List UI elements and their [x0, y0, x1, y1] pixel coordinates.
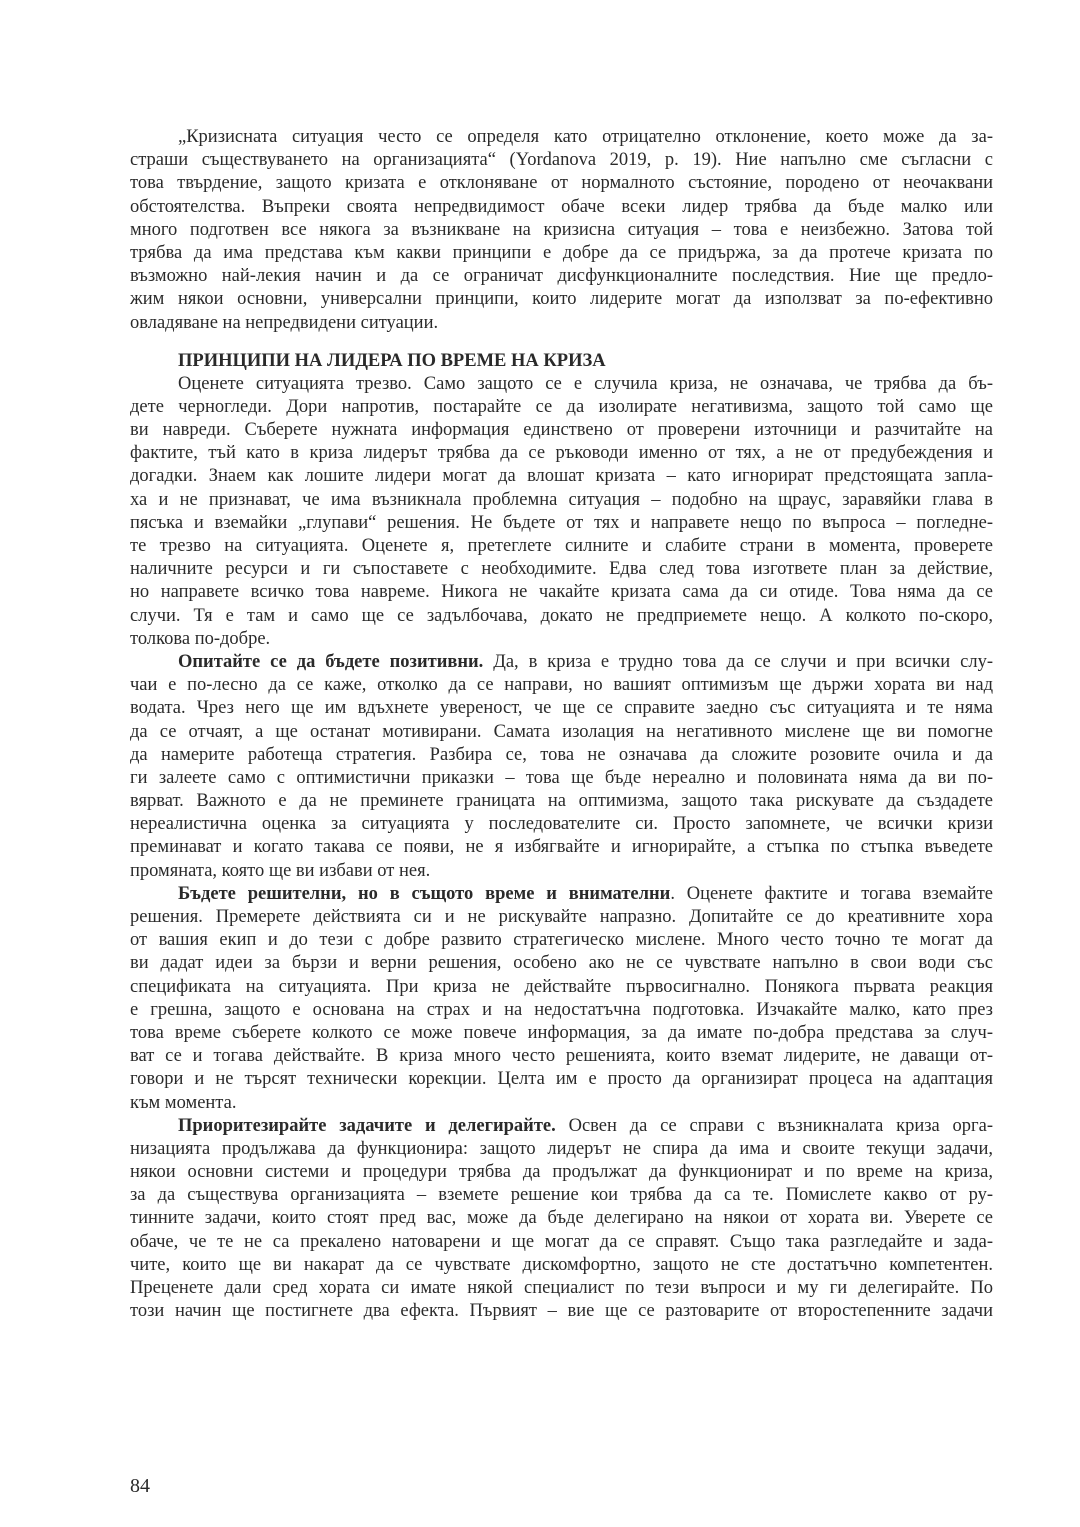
- text-line: дете черногледи. Дори напротив, постарайте се да изолирате негативизма, защото той само ще: [130, 396, 993, 417]
- paragraph-prioritize: [130, 1115, 993, 1324]
- text-line: трябва да има представа към какви принципи е добре да се придържа, за да протече кризата по: [130, 242, 993, 263]
- bold-lead: Приоритезирайте задачите и делегирайте.: [178, 1115, 556, 1136]
- text-line: обстоятелства. Въпреки своята непредвидимост обаче всеки лидер трябва да бъде малко или: [130, 196, 993, 217]
- text-line: преминават и когато такава се появи, не я избягвайте и игнорирайте, а стъпка по стъпка въведете: [130, 837, 993, 858]
- text-line: за да съществува организацията – вземете решение кои трябва да са те. Помислете какво от ру-: [130, 1185, 993, 1206]
- text-line: към момента.: [130, 1092, 237, 1113]
- text-line: Опитайте се да бъдете позитивни. Да, в криза е трудно това да се случи и при всички слу-: [178, 651, 993, 672]
- text-line: спецификата на ситуацията. При криза не действайте първосигнално. Понякога първата реакция: [130, 976, 993, 997]
- section-heading: ПРИНЦИПИ НА ЛИДЕРА ПО ВРЕМЕ НА КРИЗА: [178, 350, 606, 371]
- text-line: Преценете дали сред хората си имате някой специалист по тези въпроси и му ги делегирайте. По: [130, 1278, 993, 1298]
- text-line: говори и не търсят технически корекции. Целта им е просто да организират процеса на адаптация: [130, 1069, 993, 1090]
- text-line: низацията продължава да функционира: защото лидерът не спира да има и своите текущи задачи,: [130, 1138, 993, 1159]
- text-line: страши съществуването на организацията“ (Yordanova 2019, p. 19). Ние напълно сме съгласни с: [130, 150, 993, 171]
- page-number: 84: [130, 1475, 150, 1497]
- text-line: жим някои основни, универсални принципи, които лидерите могат да използват за по-ефективно: [130, 289, 993, 310]
- bold-lead: Опитайте се да бъдете позитивни.: [178, 651, 484, 672]
- text-line: Оценете ситуацията трезво. Само защото се е случила криза, не означава, че трябва да бъ-: [178, 373, 993, 394]
- text-line: да се отчаят, а ще останат мотивирани. Самата изолация на негативното мислене ще ви помогне: [130, 721, 993, 742]
- text-line: но направете всичко това навреме. Никога не чакайте кризата сама да си отиде. Това няма да се: [130, 582, 993, 603]
- text-line: толкова по-добре.: [130, 628, 271, 649]
- text-line: това време съберете колкото се може повече информация, за да имате по-добра представа за случ-: [130, 1022, 993, 1043]
- page-body: [130, 126, 993, 1323]
- text-line: фактите, тъй като в криза лидерът трябва да се ръководи именно от тях, а не от предубеждения и: [130, 443, 993, 464]
- text-line: това твърдение, защото кризата е отклоняване от нормалното състояние, породено от неочаквани: [130, 173, 993, 194]
- text-line: някои основни системи и процедури трябва да продължат да функционират и по време на криза,: [130, 1162, 993, 1183]
- text-line: водата. Чрез него ще им вдъхнете увереност, че ще се справите заедно със ситуацията и те няма: [130, 698, 993, 719]
- text-line: ви навреди. Съберете нужната информация единствено от проверени източници и разчитайте на: [130, 420, 993, 441]
- text-line: ги залеете само с оптимистични приказки – това ще бъде нереално и половината няма да ви по-: [130, 767, 993, 788]
- text-line: вярват. Важното е да не преминете границата на оптимизма, защото така рискувате да създадете: [130, 791, 993, 812]
- text-line: случи. Тя е там и само ще се задълбочава, докато не предприемете нещо. А колкото по-скоро,: [130, 605, 993, 626]
- text-line: пясъка и вземайки „глупави“ решения. Не бъдете от тях и направете нещо по въпроса – погледне-: [130, 512, 993, 533]
- text-line: чите, които ще ви накарат да се чувствате дискомфортно, защото не сте достатъчно компетентен.: [130, 1254, 993, 1275]
- text-line: от вашия екип и до тези с добре развито стратегическо мислене. Много често точно те могат да: [130, 930, 993, 951]
- text-line: „Кризисната ситуация често се определя като отрицателно отклонение, което може да за-: [178, 127, 993, 147]
- text-line: ви дадат идеи за бързи и верни решения, особено ако не се чувствате напълно в свои води със: [130, 953, 993, 974]
- text-line: Бъдете решителни, но в същото време и внимателни. Оценете фактите и тогава вземайте: [178, 883, 993, 904]
- paragraph-intro: [130, 126, 993, 335]
- text-line: обаче, че те не са прекалено натоварени и ще могат да се справят. Също така разгледайте и зада-: [130, 1231, 993, 1252]
- text-line: възможно най-лекия начин и да се ограничат дисфункционалните последствия. Ние ще предло-: [130, 266, 993, 287]
- paragraph-positive: [130, 651, 993, 883]
- text-line: промяната, която ще ви избави от нея.: [130, 860, 431, 881]
- text-line: чаи е по-лесно да се каже, отколко да се направи, но вашият оптимизъм ще държи хората ви над: [130, 675, 993, 696]
- text-line: те трезво на ситуацията. Оценете я, претеглете силните и слабите страни в момента, проверете: [130, 536, 993, 556]
- text-line: много подготвен все някога за възникване на кризисна ситуация – това е неизбежно. Затова той: [130, 219, 993, 240]
- text-line: овладяване на непредвидени ситуации.: [130, 312, 439, 333]
- text-line: този начин ще постигнете два ефекта. Първият – вие ще се разтоварите от второстепенните задачи: [130, 1301, 993, 1322]
- text-line: ха и не признават, че има възникнала проблемна ситуация – подобно на щраус, заравяйки глава в: [130, 489, 993, 510]
- text-line: догадки. Знаем как лошите лидери могат да влошат кризата – като игнорират предстоящата запла-: [130, 466, 993, 487]
- text-line: е грешна, защото е основана на страх и на недостатъчна подготовка. Изчакайте малко, като през: [130, 999, 993, 1020]
- text-line: да намерите работеща стратегия. Разбира се, това не означава да сложите розовите очила и да: [130, 744, 993, 765]
- text-line: нереалистична оценка за ситуацията у последователите си. Просто запомнете, че всички кризи: [130, 814, 993, 835]
- text-line: ват се и тогава действайте. В криза много често решенията, които вземат лидерите, не даващи от-: [130, 1046, 993, 1067]
- paragraph-decisive: [130, 883, 993, 1115]
- text-line: решения. Премерете действията си и не рискувайте напразно. Допитайте се до креативните хора: [130, 907, 993, 927]
- paragraph-assess: [130, 373, 993, 651]
- bold-lead: Бъдете решителни, но в същото време и внимателни: [178, 883, 671, 904]
- text-line: Приоритезирайте задачите и делегирайте. Освен да се справи с възникналата криза орга-: [178, 1115, 993, 1136]
- text-line: тинните задачи, които стоят пред вас, може да бъде делегирано на някои от хората ви. Уверете се: [130, 1208, 993, 1229]
- text-line: наличните ресурси и ги съпоставете с необходимите. Едва след това изгответе план за действие,: [130, 559, 993, 580]
